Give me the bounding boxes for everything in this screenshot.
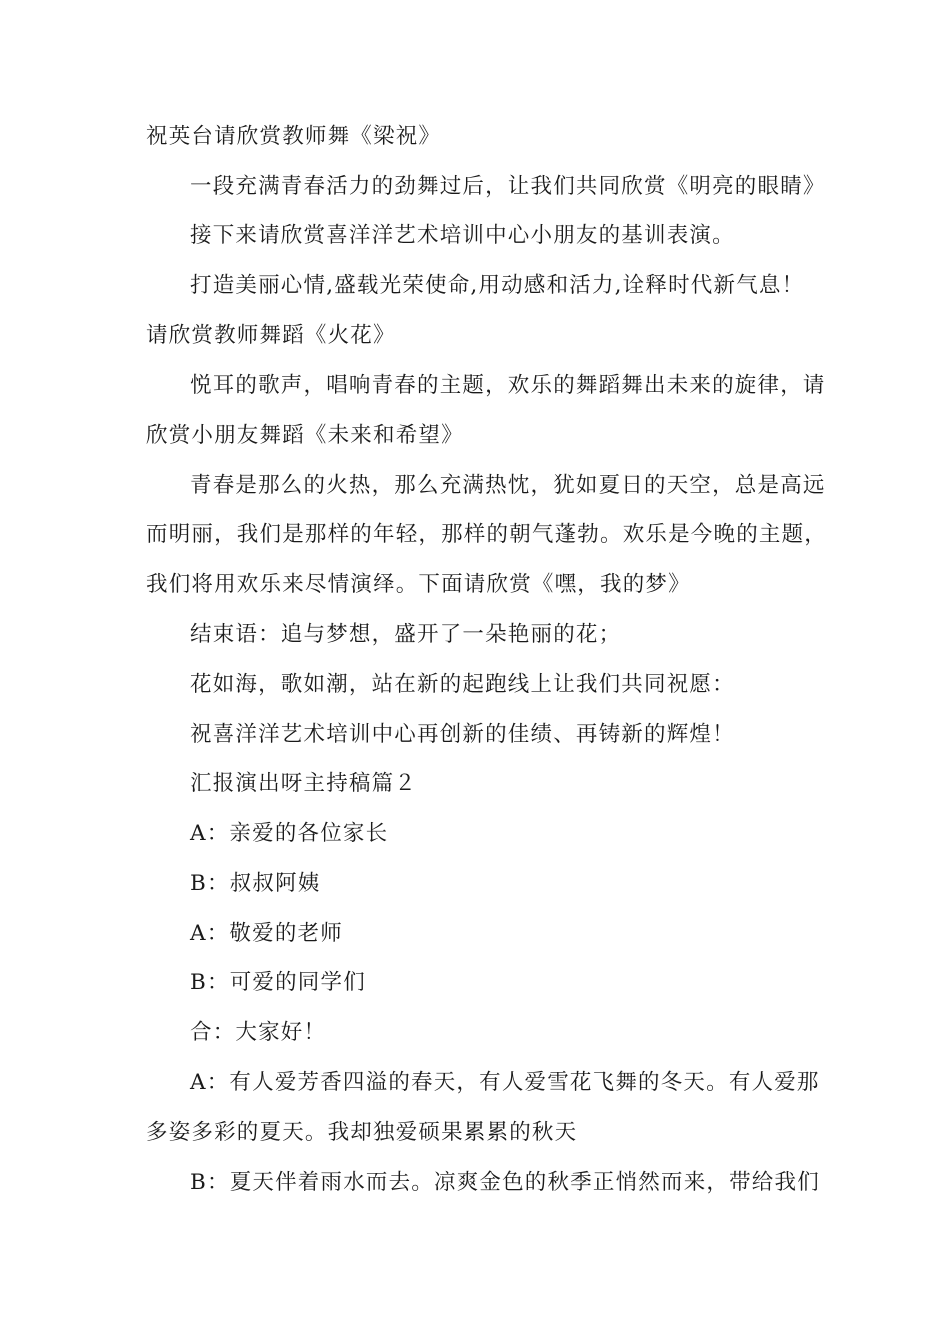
text-line: 祝英台请欣赏教师舞《梁祝》	[146, 124, 442, 149]
dialogue-line: B：夏天伴着雨水而去。凉爽金色的秋季正悄然而来，带给我们	[190, 1170, 820, 1195]
text-line: 打造美丽心情,盛载光荣使命,用动感和活力,诠释时代新气息！	[190, 273, 805, 298]
dialogue-line: A：亲爱的各位家长	[190, 821, 389, 846]
text-line: 接下来请欣赏喜洋洋艺术培训中心小朋友的基训表演。	[190, 223, 735, 248]
text-line: 欣赏小朋友舞蹈《未来和希望》	[146, 423, 464, 448]
dialogue-line: B：叔叔阿姨	[190, 871, 321, 896]
text-line: 结束语：追与梦想，盛开了一朵艳丽的花；	[190, 622, 622, 647]
dialogue-line: 合：大家好！	[190, 1020, 327, 1045]
text-line: 青春是那么的火热，那么充满热忱，犹如夏日的天空，总是高远	[190, 473, 826, 498]
dialogue-line: A：敬爱的老师	[190, 921, 343, 946]
section-heading: 汇报演出呀主持稿篇２	[190, 771, 418, 796]
dialogue-line: A：有人爱芳香四溢的春天，有人爱雪花飞舞的冬天。有人爱那	[190, 1070, 820, 1095]
text-line: 悦耳的歌声，唱响青春的主题，欢乐的舞蹈舞出未来的旋律，请	[190, 373, 826, 398]
text-line: 多姿多彩的夏天。我却独爱硕果累累的秋天	[146, 1120, 578, 1145]
text-line: 我们将用欢乐来尽情演绎。下面请欣赏《嘿，我的梦》	[146, 572, 691, 597]
text-line: 一段充满青春活力的劲舞过后，让我们共同欣赏《明亮的眼睛》	[190, 174, 826, 199]
text-line: 请欣赏教师舞蹈《火花》	[146, 323, 396, 348]
text-line: 而明丽，我们是那样的年轻，那样的朝气蓬勃。欢乐是今晚的主题，	[146, 522, 828, 547]
text-line: 祝喜洋洋艺术培训中心再创新的佳绩、再铸新的辉煌！	[190, 722, 735, 747]
dialogue-line: B：可爱的同学们	[190, 970, 366, 995]
text-line: 花如海，歌如潮，站在新的起跑线上让我们共同祝愿：	[190, 672, 735, 697]
